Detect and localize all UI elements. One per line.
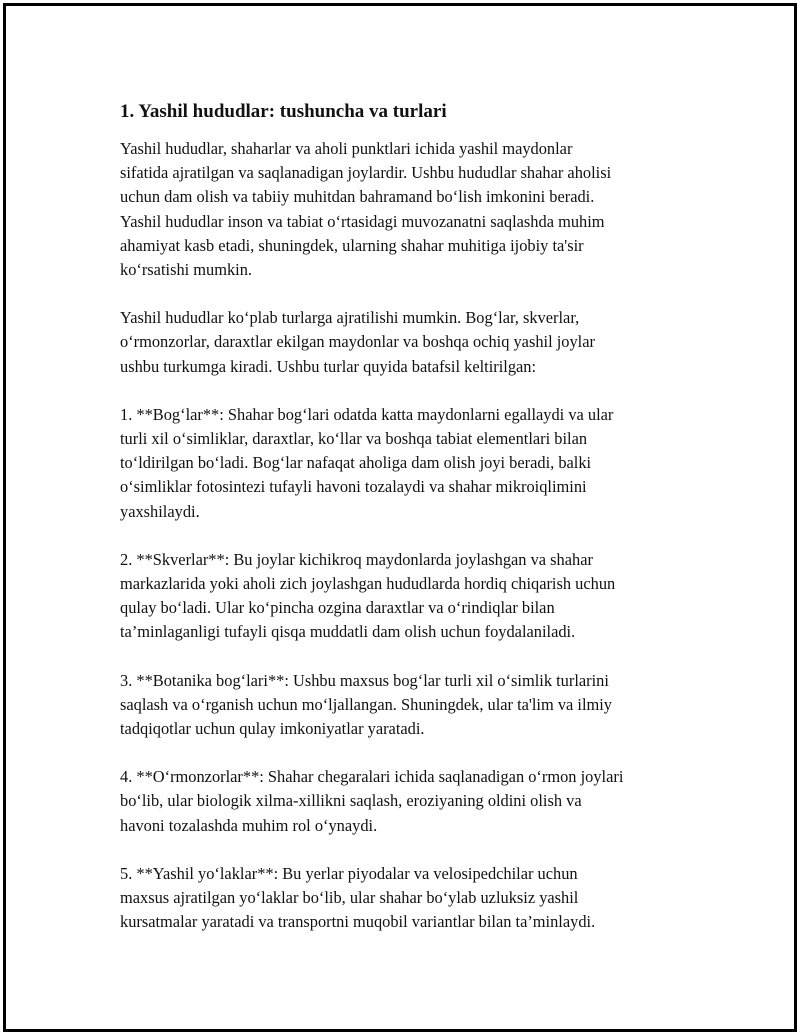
paragraph-types: Yashil hududlar ko‘plab turlarga ajratilishi mumkin. Bog‘lar, skverlar, o‘rmonzorlar, daraxtlar ekilgan maydonlar va boshqa ochiq yashil joylar ushbu turkumga kiradi. Ushbu turlar quyida batafsil keltirilgan: bbox=[120, 308, 595, 376]
page-frame bbox=[3, 3, 797, 1032]
paragraph-item-2: 2. **Skverlar**: Bu joylar kichikroq maydonlarda joylashgan va shahar markazlarida yoki aholi zich joylashgan hududlarda hordiq chiqarish uchun qulay bo‘ladi. Ular ko‘pincha ozgina daraxtlar va o‘rindiqlar bilan ta’minlaganligi tufayli qisqa muddatli dam olish uchun foydalaniladi. bbox=[120, 549, 616, 642]
paragraph-intro: Yashil hududlar, shaharlar va aholi punktlari ichida yashil maydonlar sifatida ajratilgan va saqlanadigan joylardir. Ushbu hududlar shahar aholisi uchun dam olish va tabiiy muhitdan bahramand bo‘lish imkonini beradi. Yashil hududlar inson va tabiat o‘rtasidagi muvozanatni saqlashda muhim ahamiyat kasb etadi, shuningdek, ularning shahar muhitiga ijobiy ta'sir ko‘rsatishi mumkin. bbox=[120, 139, 612, 280]
document-body bbox=[120, 99, 700, 958]
section-heading: 1. Yashil hududlar: tushuncha va turlari bbox=[120, 101, 447, 122]
paragraph-item-5: 5. **Yashil yo‘laklar**: Bu yerlar piyodalar va velosipedchilar uchun maxsus ajratilgan yo‘laklar bo‘lib, ular shahar bo‘ylab uzluksiz yashil kursatmalar yaratadi va transportni muqobil variantlar bilan ta’minlaydi. bbox=[120, 863, 596, 932]
paragraph-item-4: 4. **O‘rmonzorlar**: Shahar chegaralari ichida saqlanadigan o‘rmon joylari bo‘lib, ular biologik xilma-xillikni saqlash, eroziyaning oldini olish va havoni tozalashda muhim rol o‘ynaydi. bbox=[120, 767, 624, 835]
paragraph-item-3: 3. **Botanika bog‘lari**: Ushbu maxsus bog‘lar turli xil o‘simlik turlarini saqlash va o‘rganish uchun mo‘ljallangan. Shuningdek, ular ta'lim va ilmiy tadqiqotlar uchun qulay imkoniyatlar yaratadi. bbox=[120, 670, 612, 739]
paragraph-item-1: 1. **Bog‘lar**: Shahar bog‘lari odatda katta maydonlarni egallaydi va ular turli xil o‘simliklar, daraxtlar, ko‘llar va boshqa tabiat elementlari bilan to‘ldirilgan bo‘ladi. Bog‘lar nafaqat aholiga dam olish joyi beradi, balki o‘simliklar fotosintezi tufayli havoni tozalaydi va shahar mikroiqlimini yaxshilaydi. bbox=[120, 404, 614, 521]
